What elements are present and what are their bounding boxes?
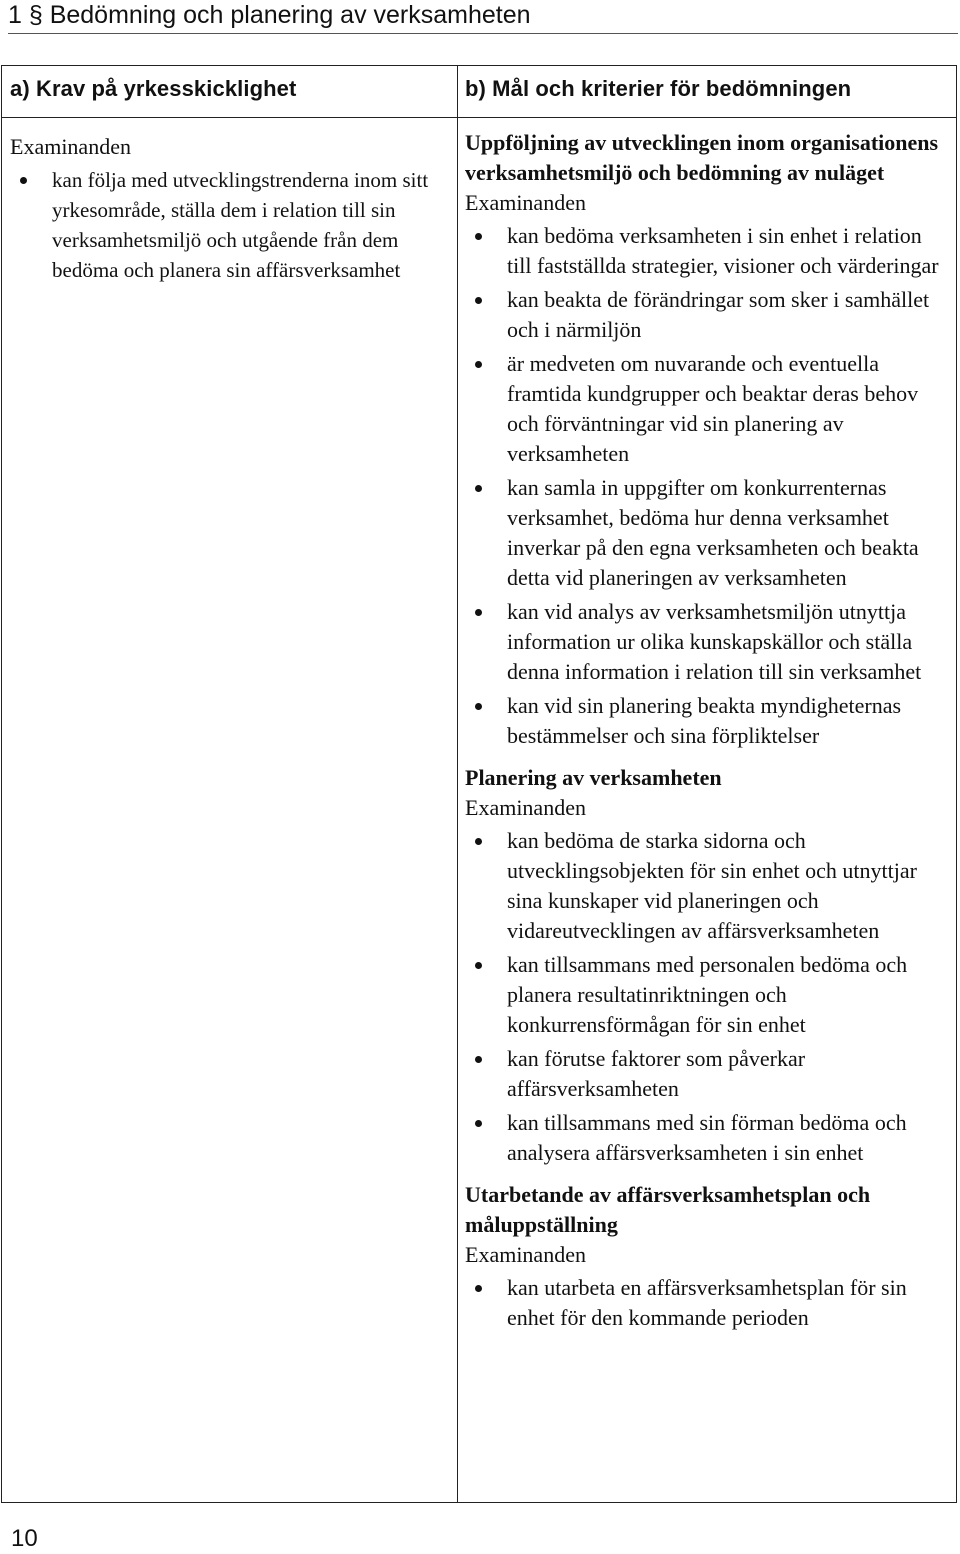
list-item	[465, 473, 948, 593]
examinee-label: Examinanden	[465, 1242, 586, 1267]
list-item-text: kan vid sin planering beakta myndigheternas bestämmelser och sina förpliktelser	[507, 693, 902, 748]
bullet-icon	[475, 962, 482, 969]
list-item	[465, 691, 948, 751]
criteria-list	[465, 826, 948, 1168]
section-business-plan	[465, 1180, 948, 1333]
examinee-label: Examinanden	[10, 134, 131, 159]
bullet-icon	[475, 297, 482, 304]
list-item-text: kan vid analys av verksamhetsmiljön utnyttja information ur olika kunskapskällor och ställa denna information i relation till sin verksamhet	[507, 599, 922, 684]
bullet-icon	[475, 233, 482, 240]
list-item	[10, 165, 439, 285]
list-item-text: kan bedöma verksamheten i sin enhet i relation till fastställda strategier, visioner och värderingar	[507, 223, 939, 278]
bullet-icon	[475, 1120, 482, 1127]
bullet-icon	[475, 703, 482, 710]
column-heading-b: b) Mål och kriterier för bedömningen	[465, 76, 852, 101]
bullet-icon	[475, 485, 482, 492]
column-header-criteria	[458, 66, 956, 118]
criteria-table	[1, 65, 957, 1503]
requirements-cell	[2, 118, 458, 1502]
bullet-icon	[20, 177, 27, 184]
list-item-text: kan förutse faktorer som påverkar affärsverksamheten	[507, 1046, 806, 1101]
section-follow-up	[465, 128, 948, 751]
section-title: Utarbetande av affärsverksamhetsplan och måluppställning	[465, 1182, 871, 1237]
list-item-text: kan utarbeta en affärsverksamhetsplan för sin enhet för den kommande perioden	[507, 1275, 907, 1330]
page-number: 10	[11, 1525, 38, 1552]
list-item	[465, 349, 948, 469]
list-item-text: kan tillsammans med personalen bedöma och planera resultatinriktningen och konkurrensförmågan för sin enhet	[507, 952, 908, 1037]
section-title: Planering av verksamheten	[465, 765, 722, 790]
bullet-icon	[475, 838, 482, 845]
section-title: Uppföljning av utvecklingen inom organisationens verksamhetsmiljö och bedömning av nuläget	[465, 130, 939, 185]
list-item	[465, 221, 948, 281]
list-item-text: kan följa med utvecklingstrenderna inom sitt yrkesområde, ställa dem i relation till sin verksamhetsmiljö och utgående från dem bedöma och planera sin affärsverksamhet	[52, 168, 429, 282]
section-planning	[465, 763, 948, 1168]
list-item	[465, 1108, 948, 1168]
page-title: 1 § Bedömning och planering av verksamheten	[8, 0, 958, 34]
bullet-icon	[475, 609, 482, 616]
examinee-label: Examinanden	[465, 190, 586, 215]
criteria-list	[465, 221, 948, 751]
list-item-text: är medveten om nuvarande och eventuella framtida kundgrupper och beaktar deras behov och förväntningar vid sin planering av verksamheten	[507, 351, 919, 466]
list-item	[465, 1273, 948, 1333]
examinee-label: Examinanden	[465, 795, 586, 820]
list-item-text: kan samla in uppgifter om konkurrenternas verksamhet, bedöma hur denna verksamhet inverkar på den egna verksamheten och beakta detta vid planeringen av verksamheten	[507, 475, 919, 590]
list-item	[465, 950, 948, 1040]
bullet-icon	[475, 361, 482, 368]
list-item-text: kan bedöma de starka sidorna och utvecklingsobjekten för sin enhet och utnyttjar sina kunskaper vid planeringen och vidareutvecklingen av affärsverksamheten	[507, 828, 917, 943]
list-item-text: kan beakta de förändringar som sker i samhället och i närmiljön	[507, 287, 930, 342]
requirements-list	[10, 165, 439, 285]
list-item	[465, 1044, 948, 1104]
criteria-list	[465, 1273, 948, 1333]
list-item	[465, 285, 948, 345]
criteria-cell	[458, 118, 956, 1502]
list-item-text: kan tillsammans med sin förman bedöma och analysera affärsverksamheten i sin enhet	[507, 1110, 907, 1165]
column-heading-a: a) Krav på yrkesskicklighet	[10, 76, 297, 101]
column-header-requirements	[2, 66, 458, 118]
list-item	[465, 826, 948, 946]
bullet-icon	[475, 1056, 482, 1063]
list-item	[465, 597, 948, 687]
bullet-icon	[475, 1285, 482, 1292]
